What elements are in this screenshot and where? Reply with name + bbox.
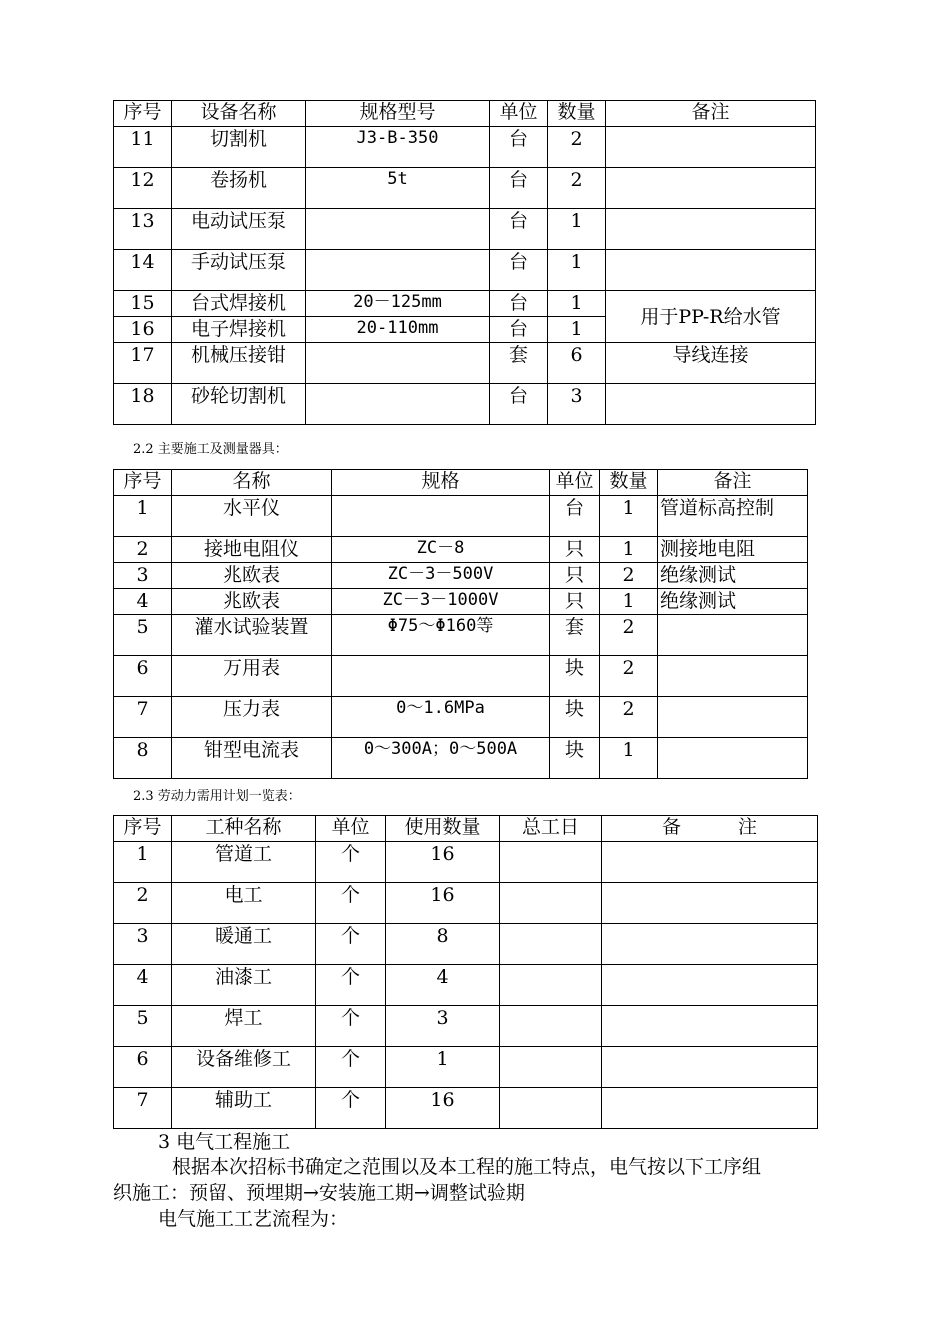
cell-unit: 个	[316, 883, 386, 924]
cell-qty: 2	[548, 127, 606, 168]
table-row	[114, 291, 816, 317]
cell-unit: 个	[316, 1006, 386, 1047]
cell-spec	[332, 496, 550, 537]
table-row	[114, 1047, 818, 1088]
cell-name: 压力表	[172, 697, 332, 738]
flow-intro: 电气施工工艺流程为：	[158, 1208, 349, 1230]
cell-note	[658, 656, 808, 697]
cell-days	[500, 883, 602, 924]
table-row	[114, 384, 816, 425]
cell-no: 3	[114, 924, 172, 965]
cell-unit: 块	[550, 697, 600, 738]
cell-name: 万用表	[172, 656, 332, 697]
section-caption-2-3: 2.3 劳动力需用计划一览表：	[133, 789, 301, 804]
table-row	[114, 127, 816, 168]
header-cell: 序号	[114, 816, 172, 842]
cell-qty: 3	[386, 1006, 500, 1047]
cell-note: 绝缘测试	[658, 563, 808, 589]
header-cell: 备 注	[602, 816, 818, 842]
header-cell: 序号	[114, 470, 172, 496]
cell-note	[658, 615, 808, 656]
cell-unit: 套	[490, 343, 548, 384]
cell-no: 7	[114, 1088, 172, 1129]
cell-spec	[306, 250, 490, 291]
cell-note: 绝缘测试	[658, 589, 808, 615]
cell-no: 4	[114, 965, 172, 1006]
cell-name: 电动试压泵	[172, 209, 306, 250]
cell-note	[602, 1088, 818, 1129]
cell-unit: 只	[550, 563, 600, 589]
cell-qty: 6	[548, 343, 606, 384]
table-row	[114, 1006, 818, 1047]
cell-unit: 只	[550, 537, 600, 563]
cell-note	[602, 1006, 818, 1047]
cell-name: 兆欧表	[172, 563, 332, 589]
table-row	[114, 1088, 818, 1129]
cell-note	[602, 883, 818, 924]
table-row	[114, 537, 808, 563]
cell-note	[602, 842, 818, 883]
header-cell: 使用数量	[386, 816, 500, 842]
cell-spec: 0～300A；0～500A	[332, 738, 550, 779]
cell-qty: 1	[548, 291, 606, 317]
cell-name: 钳型电流表	[172, 738, 332, 779]
cell-qty: 4	[386, 965, 500, 1006]
cell-note	[602, 965, 818, 1006]
cell-note	[606, 250, 816, 291]
cell-name: 兆欧表	[172, 589, 332, 615]
cell-qty: 1	[548, 250, 606, 291]
header-cell: 名称	[172, 470, 332, 496]
cell-qty: 1	[600, 537, 658, 563]
cell-name: 油漆工	[172, 965, 316, 1006]
cell-no: 17	[114, 343, 172, 384]
cell-qty: 1	[600, 589, 658, 615]
cell-spec	[332, 656, 550, 697]
cell-name: 卷扬机	[172, 168, 306, 209]
cell-no: 16	[114, 317, 172, 343]
cell-unit: 台	[490, 127, 548, 168]
cell-unit: 个	[316, 1047, 386, 1088]
cell-no: 5	[114, 615, 172, 656]
table-row	[114, 563, 808, 589]
cell-note	[602, 924, 818, 965]
cell-note-merged: 用于PP-R给水管	[606, 291, 816, 343]
cell-unit: 套	[550, 615, 600, 656]
header-cell: 规格型号	[306, 101, 490, 127]
cell-qty: 2	[600, 697, 658, 738]
cell-unit: 台	[490, 291, 548, 317]
cell-name: 手动试压泵	[172, 250, 306, 291]
cell-qty: 16	[386, 883, 500, 924]
cell-qty: 3	[548, 384, 606, 425]
cell-no: 7	[114, 697, 172, 738]
cell-qty: 2	[600, 563, 658, 589]
header-cell: 数量	[600, 470, 658, 496]
cell-name: 接地电阻仪	[172, 537, 332, 563]
cell-qty: 8	[386, 924, 500, 965]
cell-qty: 1	[548, 317, 606, 343]
header-cell: 设备名称	[172, 101, 306, 127]
cell-name: 台式焊接机	[172, 291, 306, 317]
header-cell: 单位	[550, 470, 600, 496]
cell-spec	[306, 384, 490, 425]
cell-no: 5	[114, 1006, 172, 1047]
cell-unit: 个	[316, 1088, 386, 1129]
cell-spec: ZC－3－500V	[332, 563, 550, 589]
cell-note	[602, 1047, 818, 1088]
cell-note	[606, 384, 816, 425]
cell-days	[500, 842, 602, 883]
cell-note	[658, 697, 808, 738]
cell-note: 管道标高控制	[658, 496, 808, 537]
table-header-row	[114, 470, 808, 496]
cell-no: 12	[114, 168, 172, 209]
cell-unit: 个	[316, 924, 386, 965]
cell-name: 机械压接钳	[172, 343, 306, 384]
cell-spec	[306, 209, 490, 250]
cell-no: 4	[114, 589, 172, 615]
section-heading: 3 电气工程施工	[158, 1131, 291, 1153]
cell-note	[658, 738, 808, 779]
cell-name: 设备维修工	[172, 1047, 316, 1088]
table-row	[114, 589, 808, 615]
cell-qty: 1	[600, 738, 658, 779]
cell-spec: 20－125mm	[306, 291, 490, 317]
cell-unit: 台	[490, 250, 548, 291]
table-header-row	[114, 101, 816, 127]
cell-spec: ZC－3－1000V	[332, 589, 550, 615]
cell-spec: 20-110mm	[306, 317, 490, 343]
cell-spec	[306, 343, 490, 384]
cell-note	[606, 209, 816, 250]
cell-note	[606, 127, 816, 168]
table-header-row	[114, 816, 818, 842]
table-row	[114, 656, 808, 697]
table-row	[114, 965, 818, 1006]
cell-name: 砂轮切割机	[172, 384, 306, 425]
cell-spec: 5t	[306, 168, 490, 209]
instruments-table	[113, 469, 808, 779]
cell-qty: 2	[548, 168, 606, 209]
cell-unit: 台	[490, 168, 548, 209]
cell-qty: 2	[600, 615, 658, 656]
table-row	[114, 697, 808, 738]
cell-no: 1	[114, 496, 172, 537]
cell-no: 18	[114, 384, 172, 425]
cell-days	[500, 1006, 602, 1047]
cell-unit: 台	[490, 317, 548, 343]
cell-no: 13	[114, 209, 172, 250]
cell-unit: 台	[490, 384, 548, 425]
cell-name: 电子焊接机	[172, 317, 306, 343]
cell-qty: 1	[548, 209, 606, 250]
table-row	[114, 209, 816, 250]
cell-note: 测接地电阻	[658, 537, 808, 563]
paragraph-line-1: 根据本次招标书确定之范围以及本工程的施工特点，电气按以下工序组	[172, 1156, 762, 1178]
cell-qty: 16	[386, 1088, 500, 1129]
equipment-table	[113, 100, 816, 425]
cell-no: 2	[114, 883, 172, 924]
table-row	[114, 496, 808, 537]
header-cell: 单位	[490, 101, 548, 127]
cell-no: 15	[114, 291, 172, 317]
table-row	[114, 883, 818, 924]
cell-no: 3	[114, 563, 172, 589]
header-cell: 工种名称	[172, 816, 316, 842]
cell-name: 水平仪	[172, 496, 332, 537]
cell-name: 焊工	[172, 1006, 316, 1047]
cell-no: 8	[114, 738, 172, 779]
table-row	[114, 250, 816, 291]
section-caption-2-2: 2.2 主要施工及测量器具：	[133, 442, 288, 457]
table-row	[114, 615, 808, 656]
header-cell: 序号	[114, 101, 172, 127]
header-cell: 总工日	[500, 816, 602, 842]
cell-no: 14	[114, 250, 172, 291]
table-row	[114, 168, 816, 209]
table-row	[114, 738, 808, 779]
cell-unit: 台	[490, 209, 548, 250]
cell-qty: 2	[600, 656, 658, 697]
header-cell: 规格	[332, 470, 550, 496]
table-row	[114, 924, 818, 965]
cell-unit: 块	[550, 656, 600, 697]
cell-days	[500, 1088, 602, 1129]
cell-qty: 16	[386, 842, 500, 883]
cell-spec: J3-B-350	[306, 127, 490, 168]
cell-name: 灌水试验装置	[172, 615, 332, 656]
cell-days	[500, 1047, 602, 1088]
cell-no: 11	[114, 127, 172, 168]
labor-table	[113, 815, 818, 1129]
cell-no: 2	[114, 537, 172, 563]
cell-name: 电工	[172, 883, 316, 924]
cell-spec: 0～1.6MPa	[332, 697, 550, 738]
cell-name: 切割机	[172, 127, 306, 168]
cell-unit: 块	[550, 738, 600, 779]
cell-name: 辅助工	[172, 1088, 316, 1129]
cell-name: 管道工	[172, 842, 316, 883]
cell-days	[500, 965, 602, 1006]
cell-no: 1	[114, 842, 172, 883]
cell-name: 暖通工	[172, 924, 316, 965]
cell-unit: 只	[550, 589, 600, 615]
paragraph-line-2: 织施工：预留、预埋期→安装施工期→调整试验期	[113, 1182, 525, 1204]
cell-spec: ZC－8	[332, 537, 550, 563]
header-cell: 数量	[548, 101, 606, 127]
cell-unit: 个	[316, 965, 386, 1006]
table-row	[114, 343, 816, 384]
cell-note	[606, 168, 816, 209]
cell-spec: Φ75～Φ160等	[332, 615, 550, 656]
cell-no: 6	[114, 656, 172, 697]
table-row	[114, 842, 818, 883]
cell-no: 6	[114, 1047, 172, 1088]
cell-unit: 台	[550, 496, 600, 537]
cell-unit: 个	[316, 842, 386, 883]
header-cell: 备注	[658, 470, 808, 496]
cell-note: 导线连接	[606, 343, 816, 384]
cell-qty: 1	[386, 1047, 500, 1088]
cell-days	[500, 924, 602, 965]
cell-qty: 1	[600, 496, 658, 537]
header-cell: 单位	[316, 816, 386, 842]
header-cell: 备注	[606, 101, 816, 127]
